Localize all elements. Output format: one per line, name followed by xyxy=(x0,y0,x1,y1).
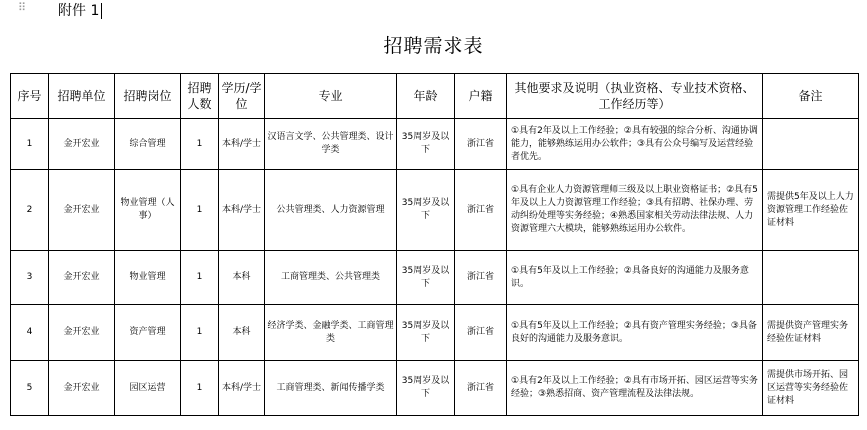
cell-unit: 金开宏业 xyxy=(49,119,115,170)
cell-household: 浙江省 xyxy=(455,361,507,416)
cell-position: 园区运营 xyxy=(115,361,181,416)
cell-age: 35周岁及以下 xyxy=(397,119,455,170)
cell-remarks xyxy=(763,251,859,305)
cell-no: 1 xyxy=(11,119,49,170)
cell-age: 35周岁及以下 xyxy=(397,361,455,416)
cell-age: 35周岁及以下 xyxy=(397,251,455,305)
cell-count: 1 xyxy=(181,305,219,361)
cell-major: 经济学类、金融学类、工商管理类 xyxy=(265,305,397,361)
cell-unit: 金开宏业 xyxy=(49,170,115,251)
table-row xyxy=(11,119,859,170)
header-position: 招聘岗位 xyxy=(115,74,181,119)
cell-count: 1 xyxy=(181,361,219,416)
header-requirements: 其他要求及说明（执业资格、专业技术资格、工作经历等） xyxy=(507,74,763,119)
header-education: 学历/学位 xyxy=(219,74,265,119)
cell-count: 1 xyxy=(181,119,219,170)
cell-position: 物业管理 xyxy=(115,251,181,305)
cell-position: 综合管理 xyxy=(115,119,181,170)
document-title: 招聘需求表 xyxy=(383,35,484,57)
cell-unit: 金开宏业 xyxy=(49,251,115,305)
cell-major: 公共管理类、人力资源管理 xyxy=(265,170,397,251)
cell-unit: 金开宏业 xyxy=(49,361,115,416)
cell-remarks: 需提供市场开拓、园区运营等实务经验佐证材料 xyxy=(763,361,859,416)
cell-count: 1 xyxy=(181,251,219,305)
cell-position: 物业管理（人事） xyxy=(115,170,181,251)
cell-requirements: ①具有2年及以上工作经验；②具有市场开拓、园区运营等实务经验；③熟悉招商、资产管理流程及法律法规。 xyxy=(507,361,763,416)
cell-no: 3 xyxy=(11,251,49,305)
cell-remarks: 需提供5年及以上人力资源管理工作经验佐证材料 xyxy=(763,170,859,251)
cell-household: 浙江省 xyxy=(455,170,507,251)
header-remarks: 备注 xyxy=(763,74,859,119)
cell-unit: 金开宏业 xyxy=(49,305,115,361)
cell-requirements: ①具有5年及以上工作经验；②具备良好的沟通能力及服务意识。 xyxy=(507,251,763,305)
cell-education: 本科/学士 xyxy=(219,170,265,251)
cell-no: 4 xyxy=(11,305,49,361)
table-row xyxy=(11,170,859,251)
cell-education: 本科 xyxy=(219,305,265,361)
header-major: 专业 xyxy=(265,74,397,119)
cell-household: 浙江省 xyxy=(455,119,507,170)
attachment-label: 附件 1 xyxy=(58,3,100,19)
header-no: 序号 xyxy=(11,74,49,119)
header-household: 户籍 xyxy=(455,74,507,119)
cell-age: 35周岁及以下 xyxy=(397,305,455,361)
cell-major: 工商管理类、公共管理类 xyxy=(265,251,397,305)
cell-education: 本科 xyxy=(219,251,265,305)
cell-requirements: ①具有2年及以上工作经验；②具有较强的综合分析、沟通协调能力，能够熟练运用办公软件；③具有公众号编写及运营经验者优先。 xyxy=(507,119,763,170)
drag-handle-icon[interactable]: ⠿ xyxy=(18,1,26,14)
table-header-row xyxy=(11,74,859,119)
cell-household: 浙江省 xyxy=(455,305,507,361)
cell-requirements: ①具有5年及以上工作经验；②具有资产管理实务经验；③具备良好的沟通能力及服务意识。 xyxy=(507,305,763,361)
table-row xyxy=(11,361,859,416)
cell-education: 本科/学士 xyxy=(219,361,265,416)
cell-requirements: ①具有企业人力资源管理师三级及以上职业资格证书；②具有5年及以上人力资源管理工作经验；③具有招聘、社保办理、劳动纠纷处理等实务经验；④熟悉国家相关劳动法律法规、人力资源管理六大模块，能够熟练运用办公软件。 xyxy=(507,170,763,251)
table-row xyxy=(11,305,859,361)
cell-count: 1 xyxy=(181,170,219,251)
attachment-line[interactable] xyxy=(58,1,102,21)
cell-education: 本科/学士 xyxy=(219,119,265,170)
header-unit: 招聘单位 xyxy=(49,74,115,119)
header-count: 招聘人数 xyxy=(181,74,219,119)
recruitment-table xyxy=(10,73,859,416)
text-cursor xyxy=(101,3,102,19)
cell-major: 汉语言文学、公共管理类、设计学类 xyxy=(265,119,397,170)
cell-household: 浙江省 xyxy=(455,251,507,305)
cell-position: 资产管理 xyxy=(115,305,181,361)
cell-no: 5 xyxy=(11,361,49,416)
cell-age: 35周岁及以下 xyxy=(397,170,455,251)
cell-remarks xyxy=(763,119,859,170)
cell-major: 工商管理类、新闻传播学类 xyxy=(265,361,397,416)
table-row xyxy=(11,251,859,305)
cell-remarks: 需提供资产管理实务经验佐证材料 xyxy=(763,305,859,361)
header-age: 年龄 xyxy=(397,74,455,119)
cell-no: 2 xyxy=(11,170,49,251)
